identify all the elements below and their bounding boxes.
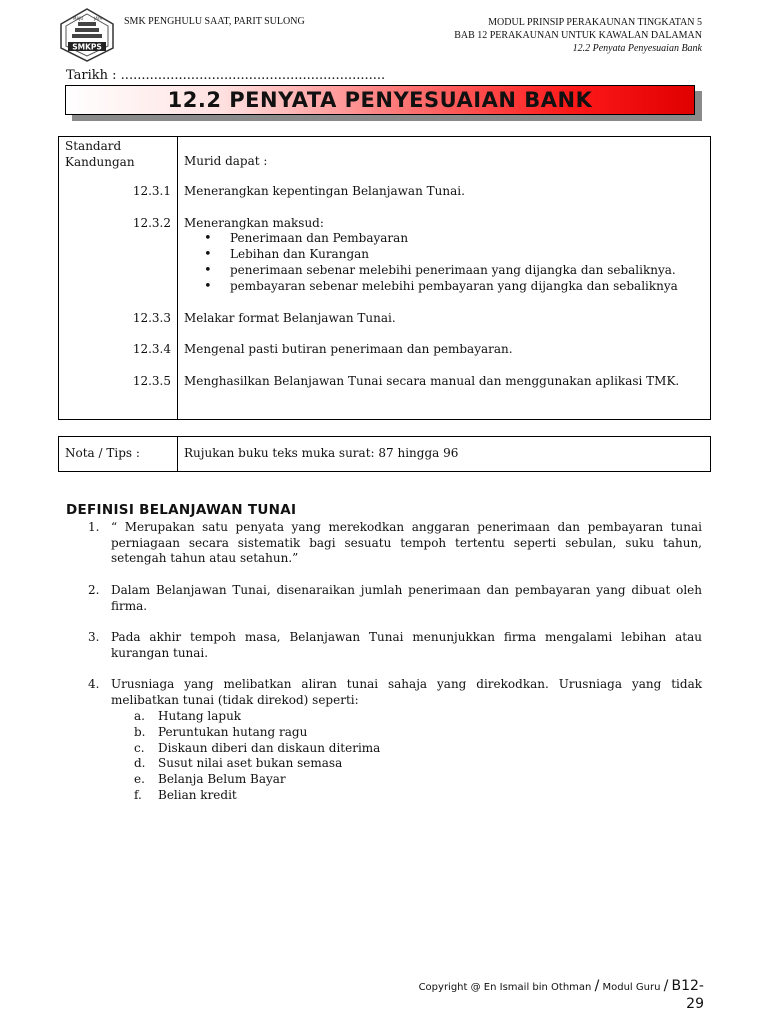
footer-copyright: Copyright @ En Ismail bin Othman xyxy=(418,982,592,993)
definisi-heading: DEFINISI BELANJAWAN TUNAI xyxy=(66,502,297,518)
footer-modul: Modul Guru xyxy=(602,982,661,993)
section-title: 12.2 Penyata Penyesuaian Bank xyxy=(572,43,702,54)
standard-text: Menerangkan kepentingan Belanjawan Tunai. xyxy=(184,184,465,198)
item-text: Dalam Belanjawan Tunai, disenaraikan jumlah penerimaan dan pembayaran yang dibuat oleh firma. xyxy=(111,583,702,613)
module-title: MODUL PRINSIP PERAKAUNAN TINGKATAN 5 xyxy=(488,17,702,28)
page-number-prefix: B12- xyxy=(671,978,704,994)
footer-separator: / xyxy=(663,978,669,994)
footer xyxy=(419,978,704,994)
page-title: 12.2 PENYATA PENYESUAIAN BANK xyxy=(167,88,593,112)
title-banner xyxy=(65,85,695,115)
standard-kandungan-table xyxy=(58,136,711,420)
definisi-item xyxy=(88,630,702,661)
sub-item: f. Belian kredit xyxy=(134,788,237,802)
sub-item: d. Susut nilai aset bukan semasa xyxy=(134,756,343,770)
murid-intro: Murid dapat : xyxy=(184,154,268,168)
bullet-item: • Penerimaan dan Pembayaran xyxy=(204,231,409,246)
standard-text: Melakar format Belanjawan Tunai. xyxy=(184,311,396,325)
svg-text:SMKPS: SMKPS xyxy=(72,42,102,52)
item-number: 3. xyxy=(88,630,100,644)
standard-num: 12.3.4 xyxy=(132,342,171,356)
standard-num: 12.3.3 xyxy=(132,311,171,325)
item-text: Pada akhir tempoh masa, Belanjawan Tunai menunjukkan firma mengalami lebihan atau kurangan tunai. xyxy=(111,630,702,660)
item-number: 4. xyxy=(88,677,100,691)
table-divider xyxy=(177,437,178,471)
definisi-item xyxy=(88,583,702,614)
definisi-item xyxy=(88,677,702,708)
sub-item: c. Diskaun diberi dan diskaun diterima xyxy=(134,741,381,755)
standard-text: Menghasilkan Belanjawan Tunai secara manual dan menggunakan aplikasi TMK. xyxy=(184,374,680,388)
bullet-item: • penerimaan sebenar melebihi penerimaan yang dijangka dan sebaliknya. xyxy=(204,263,676,278)
sub-item: b. Peruntukan hutang ragu xyxy=(134,725,308,739)
standard-num: 12.3.1 xyxy=(132,184,171,198)
header-module-info xyxy=(454,16,702,55)
nota-table xyxy=(58,436,711,472)
standard-text: Mengenal pasti butiran penerimaan dan pembayaran. xyxy=(184,342,513,356)
chapter-title: BAB 12 PERAKAUNAN UNTUK KAWALAN DALAMAN xyxy=(454,30,702,41)
bullet-item: • pembayaran sebenar melebihi pembayaran yang dijangka dan sebaliknya xyxy=(204,279,678,294)
item-text: Urusniaga yang melibatkan aliran tunai sahaja yang direkodkan. Urusniaga yang tidak melibatkan tunai (tidak direkod) seperti: xyxy=(111,677,702,707)
item-text: “ Merupakan satu penyata yang merekodkan anggaran penerimaan dan pembayaran tunai perniagaan secara sistematik bagi sesuatu tempoh tertentu seperti sebulan, suku tahun, setengah tahun atau setahun.” xyxy=(111,520,702,566)
standard-text: Menerangkan maksud: xyxy=(184,216,324,230)
nota-label: Nota / Tips : xyxy=(65,446,140,460)
page-number: 29 xyxy=(686,996,704,1012)
svg-text:MAJU: MAJU xyxy=(73,16,84,21)
nota-value: Rujukan buku teks muka surat: 87 hingga 96 xyxy=(184,446,459,460)
bullet-item: • Lebihan dan Kurangan xyxy=(204,247,370,262)
table-divider xyxy=(177,137,178,419)
footer-separator: / xyxy=(594,978,600,994)
standard-label: Standard Kandungan xyxy=(65,139,135,169)
definisi-item xyxy=(88,520,702,567)
sub-item: e. Belanja Belum Bayar xyxy=(134,772,286,786)
standard-num: 12.3.2 xyxy=(132,216,171,230)
item-number: 2. xyxy=(88,583,100,597)
school-name: SMK PENGHULU SAAT, PARIT SULONG xyxy=(124,16,305,27)
school-logo-icon xyxy=(58,8,116,62)
svg-text:JAYA: JAYA xyxy=(94,16,103,21)
date-line: Tarikh : ................................................................ xyxy=(66,68,386,83)
sub-item: a. Hutang lapuk xyxy=(134,709,242,723)
standard-num: 12.3.5 xyxy=(132,374,171,388)
item-number: 1. xyxy=(88,520,100,534)
